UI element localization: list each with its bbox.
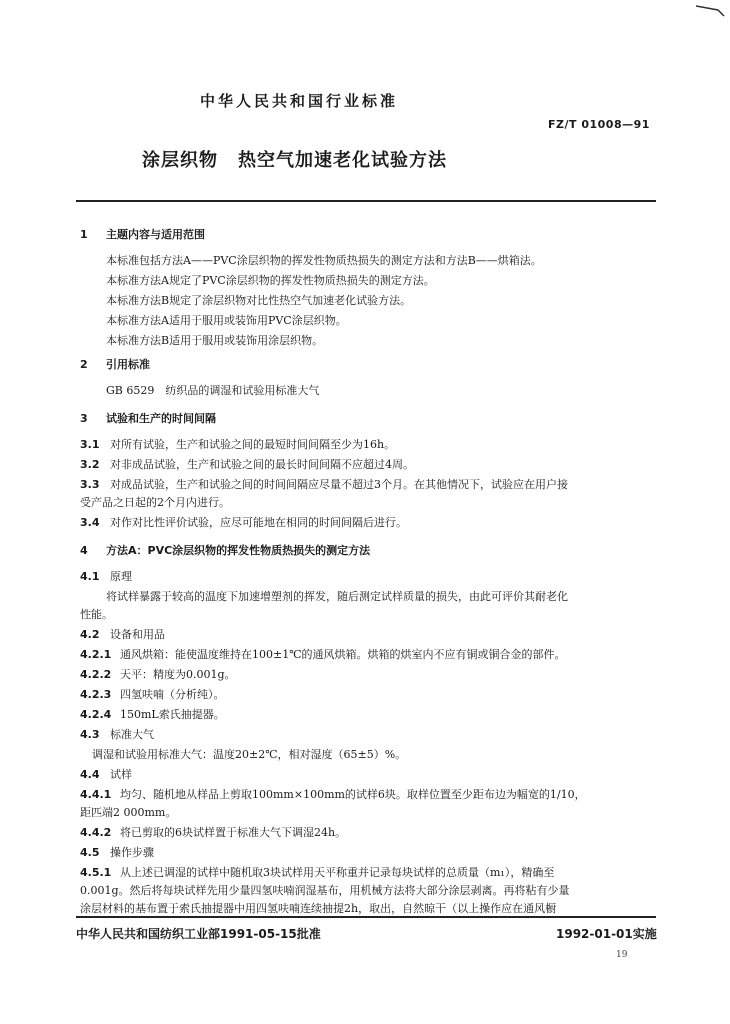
- clause-number: 4.5.1: [80, 866, 112, 879]
- clause-line: [80, 646, 566, 662]
- clause-text: 四氢呋喃（分析纯）。: [120, 688, 225, 701]
- clause-number: 4.5: [80, 846, 100, 859]
- clause-heading: [80, 726, 154, 742]
- clause-text: 对成品试验，生产和试验之间的时间间隔应尽量不超过3个月。在其他情况下，试验应在用户接: [110, 478, 568, 491]
- clause-number: 4.4.2: [80, 826, 112, 839]
- document-title: [142, 146, 447, 172]
- clause-number: 3.4: [80, 516, 100, 529]
- clause-title: 设备和用品: [110, 628, 165, 641]
- section-number: 2: [80, 358, 88, 371]
- clause-number: 4.2: [80, 628, 100, 641]
- clause-number: 3.1: [80, 438, 100, 451]
- clause-heading: [80, 568, 132, 584]
- footer-rule: [76, 916, 656, 918]
- section-title: 方法A：PVC涂层织物的挥发性物质热损失的测定方法: [106, 544, 371, 557]
- section-number: 3: [80, 412, 88, 425]
- clause-number: 3.2: [80, 458, 100, 471]
- corner-scan-mark: [696, 4, 726, 18]
- section-number: 1: [80, 228, 88, 241]
- clause-text: 均匀、随机地从样品上剪取100mm×100mm的试样6块。取样位置至少距布边为幅宽的1/10，: [120, 788, 586, 801]
- paragraph-line: 性能。: [80, 608, 113, 621]
- clause-number: 4.4.1: [80, 788, 112, 801]
- standard-code: FZ/T 01008—91: [548, 118, 650, 131]
- clause-line: [80, 456, 414, 472]
- clause-text: 150mL索氏抽提器。: [120, 708, 225, 721]
- paragraph-line: 本标准包括方法A——PVC涂层织物的挥发性物质热损失的测定方法和方法B——烘箱法。: [106, 254, 542, 267]
- clause-title: 试样: [110, 768, 132, 781]
- clause-number: 3.3: [80, 478, 100, 491]
- page-number: 19: [616, 950, 628, 960]
- clause-title: 操作步骤: [110, 846, 154, 859]
- section-title: 引用标准: [106, 358, 150, 371]
- clause-text: 通风烘箱：能使温度维持在100±1℃的通风烘箱。烘箱的烘室内不应有铜或铜合金的部件。: [120, 648, 566, 661]
- standard-category: 中华人民共和国行业标准: [200, 92, 399, 110]
- clause-continuation: 涂层材料的基布置于索氏抽提器中用四氢呋喃连续抽提2h，取出，自然晾干（以上操作应在通风橱: [80, 902, 557, 915]
- clause-number: 4.4: [80, 768, 100, 781]
- paragraph-line: 调湿和试验用标准大气：温度20±2℃，相对湿度（65±5）%。: [92, 748, 407, 761]
- clause-line: [80, 864, 554, 880]
- section-title: 主题内容与适用范围: [106, 228, 205, 241]
- clause-line: [80, 786, 586, 802]
- clause-line: [80, 686, 225, 702]
- clause-number: 4.1: [80, 570, 100, 583]
- section-2-heading: [80, 356, 150, 372]
- clause-text: 天平：精度为0.001g。: [120, 668, 236, 681]
- clause-title: 标准大气: [110, 728, 154, 741]
- clause-line: [80, 514, 407, 530]
- section-3-heading: [80, 410, 216, 426]
- clause-text: 对作对比性评价试验，应尽可能地在相同的时间间隔后进行。: [110, 516, 407, 529]
- clause-heading: [80, 626, 165, 642]
- clause-title: 原理: [110, 570, 132, 583]
- clause-text: 将已剪取的6块试样置于标准大气下调湿24h。: [120, 826, 347, 839]
- clause-line: [80, 476, 568, 492]
- clause-number: 4.2.2: [80, 668, 112, 681]
- clause-text: 对非成品试验，生产和试验之间的最长时间间隔不应超过4周。: [110, 458, 414, 471]
- section-1-heading: [80, 226, 205, 242]
- clause-continuation: 受产品之日起的2个月内进行。: [80, 496, 230, 509]
- clause-heading: [80, 766, 132, 782]
- title-part-1: 涂层织物: [142, 150, 218, 171]
- clause-text: 对所有试验，生产和试验之间的最短时间间隔至少为16h。: [110, 438, 396, 451]
- paragraph-line: 本标准方法A适用于服用或装饰用PVC涂层织物。: [106, 314, 347, 327]
- clause-number: 4.2.4: [80, 708, 112, 721]
- clause-number: 4.3: [80, 728, 100, 741]
- title-part-2: 热空气加速老化试验方法: [238, 150, 447, 171]
- clause-line: [80, 706, 225, 722]
- clause-line: [80, 666, 236, 682]
- clause-line: [80, 824, 346, 840]
- paragraph-line: 本标准方法B适用于服用或装饰用涂层织物。: [106, 334, 324, 347]
- clause-line: [80, 436, 395, 452]
- effective-date: 1992-01-01实施: [556, 927, 657, 941]
- clause-continuation: 距匹端2 000mm。: [80, 806, 177, 819]
- clause-text: 从上述已调湿的试样中随机取3块试样用天平称重并记录每块试样的总质量（m₁），精确至: [120, 866, 555, 879]
- reference-line: GB 6529 纺织品的调湿和试验用标准大气: [106, 384, 320, 397]
- clause-heading: [80, 844, 154, 860]
- paragraph-line: 将试样暴露于较高的温度下加速增塑剂的挥发，随后测定试样质量的损失，由此可评价其耐老化: [106, 590, 568, 603]
- approval-notice: 中华人民共和国纺织工业部1991-05-15批准: [76, 927, 321, 941]
- header-rule: [76, 200, 656, 202]
- section-title: 试验和生产的时间间隔: [106, 412, 216, 425]
- paragraph-line: 本标准方法A规定了PVC涂层织物的挥发性物质热损失的测定方法。: [106, 274, 435, 287]
- clause-continuation: 0.001g。然后将每块试样先用少量四氢呋喃润湿基布，用机械方法将大部分涂层剥离。再将粘有少量: [80, 884, 570, 897]
- paragraph-line: 本标准方法B规定了涂层织物对比性热空气加速老化试验方法。: [106, 294, 412, 307]
- section-number: 4: [80, 544, 88, 557]
- section-4-heading: [80, 542, 370, 558]
- clause-number: 4.2.1: [80, 648, 112, 661]
- clause-number: 4.2.3: [80, 688, 112, 701]
